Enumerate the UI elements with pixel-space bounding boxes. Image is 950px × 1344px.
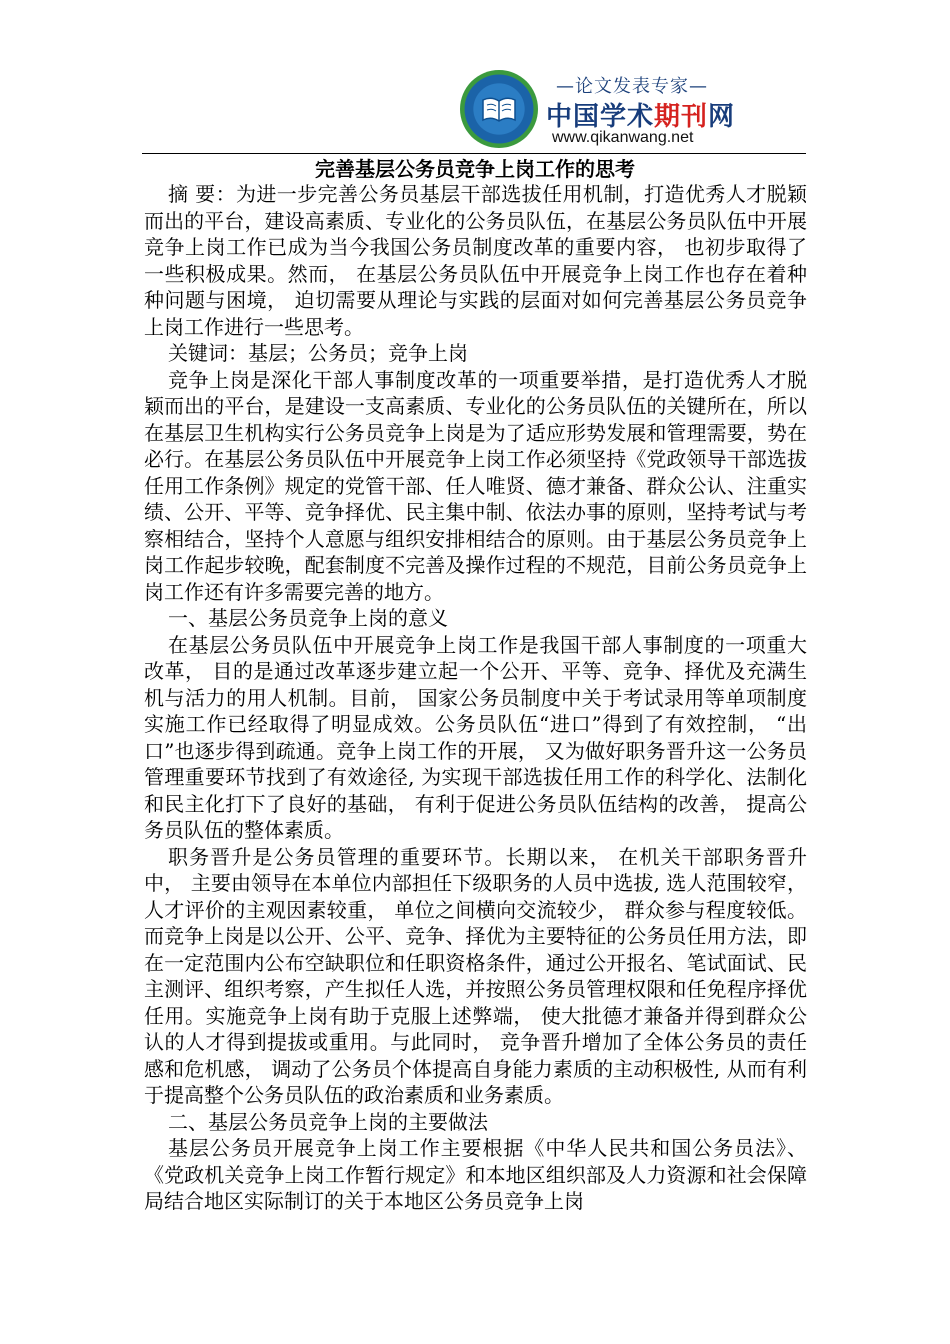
body-paragraph: 在基层公务员队伍中开展竞争上岗工作是我国干部人事制度的一项重大改革， 目的是通过改革逐步建立起一个公开、平等、竞争、择优及充满生机与活力的用人机制。目前， 国家公务员制度中关于考试录用等单项制度实施工作已经取得了明显成效。公务员队伍“进口”得到了有效控制， “出口”也逐步得到疏通。竞争上岗工作的开展， 又为做好职务晋升这一公务员管理重要环节找到了有效途径, 为实现干部选拔任用工作的科学化、法制化和民主化打下了良好的基础， 有利于促进公务员队伍结构的改善， 提高公务员队伍的整体素质。 [144, 632, 807, 842]
logo-name-part2: 期刊 [654, 102, 709, 132]
header-divider [142, 153, 806, 154]
logo-url: www.qikanwang.net [552, 129, 694, 146]
document-body [144, 181, 807, 1215]
book-icon [481, 96, 517, 122]
body-paragraph: 职务晋升是公务员管理的重要环节。长期以来， 在机关干部职务晋升中， 主要由领导在本单位内部担任下级职务的人员中选拔, 选人范围较窄， 人才评价的主观因素较重， 单位之间横向交流较少， 群众参与程度较低。而竞争上岗是以公开、公平、竞争、择优为主要特征的公务员任用方法，即在一定范围内公布空缺职位和任职资格条件，通过公开报名、笔试面试、民主测评、组织考察，产生拟任人选，并按照公务员管理权限和任免程序择优任用。实施竞争上岗有助于克服上述弊端， 使大批德才兼备并得到群众公认的人才得到提拔或重用。与此同时， 竞争晋升增加了全体公务员的责任感和危机感， 调动了公务员个体提高自身能力素质的主动积极性, 从而有利于提高整个公务员队伍的政治素质和业务素质。 [144, 844, 807, 1107]
logo-emblem [460, 70, 538, 148]
intro-paragraph: 竞争上岗是深化干部人事制度改革的一项重要举措，是打造优秀人才脱颖而出的平台，是建设一支高素质、专业化的公务员队伍的关键所在，所以在基层卫生机构实行公务员竞争上岗是为了适应形势发展和管理需要，势在必行。在基层公务员队伍中开展竞争上岗工作必须坚持《党政领导干部选拔任用工作条例》规定的党管干部、任人唯贤、德才兼备、群众公认、注重实绩、公开、平等、竞争择优、民主集中制、依法办事的原则，坚持考试与考察相结合，坚持个人意愿与组织安排相结合的原则。由于基层公务员竞争上岗工作起步较晚，配套制度不完善及操作过程的不规范，目前公务员竞争上岗工作还有许多需要完善的地方。 [144, 367, 807, 604]
body-paragraph: 基层公务员开展竞争上岗工作主要根据《中华人民共和国公务员法》、《党政机关竞争上岗工作暂行规定》和本地区组织部及人力资源和社会保障局结合地区实际制订的关于本地区公务员竞争上岗 [144, 1136, 807, 1213]
section-heading-1: 一、基层公务员竞争上岗的意义 [168, 606, 448, 630]
logo-name-part3: 网 [708, 102, 736, 132]
site-logo [460, 68, 736, 150]
section-heading-2: 二、基层公务员竞争上岗的主要做法 [168, 1109, 488, 1134]
abstract-paragraph: 摘 要：为进一步完善公务员基层干部选拔任用机制，打造优秀人才脱颖而出的平台，建设高素质、专业化的公务员队伍，在基层公务员队伍中开展竞争上岗工作已成为当今我国公务员制度改革的重要内容， 也初步取得了一些积极成果。然而， 在基层公务员队伍中开展竞争上岗工作也存在着种种问题与困境， 迫切需要从理论与实践的层面对如何完善基层公务员竞争上岗工作进行一些思考。 [144, 182, 807, 339]
logo-slogan: —论文发表专家— [556, 76, 708, 97]
document-title: 完善基层公务员竞争上岗工作的思考 [315, 157, 635, 181]
keywords-line: 关键词：基层；公务员；竞争上岗 [168, 341, 468, 365]
logo-name [546, 96, 735, 133]
logo-name-part1: 中国学术 [546, 102, 655, 132]
